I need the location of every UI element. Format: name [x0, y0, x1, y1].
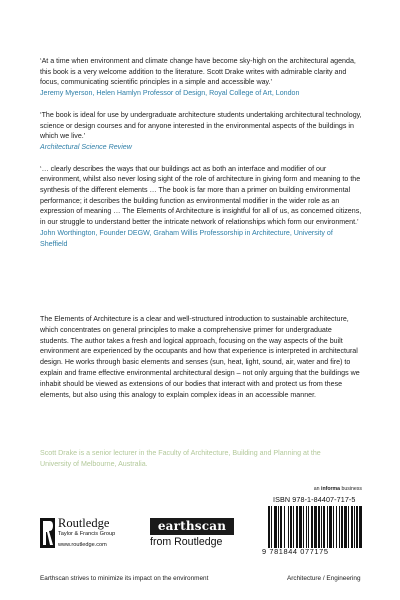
book-description: The Elements of Architecture is a clear and well-structured introduction to sustainable architecture, which concentrates on general principles to make a comprehensive primer for undergraduate students. The author takes a fresh and logical approach, focusing on the way aspects of the built environment are experienced by the occupants and how that experience is interpreted in architectural design. He works through basic elements and senses (sun, heat, light, sound, air, water and fire) to explain and frame effective environmental architectural design – not only arguing that the buildings we inhabit should be viewed as extensions of our bodies that interact with and protect us from these elements, but also using this analogy to explain complex ideas in an accessible manner. [40, 315, 360, 399]
quote-attribution: Architectural Science Review [40, 142, 132, 151]
endorsement-2 [40, 110, 362, 153]
quote-text: ‘At a time when environment and climate change have become sky-high on the architectural agenda, this book is a very welcome addition to the literature. Scott Drake writes with admirable clarity and focus, communicating scientific principles in a simple and accessible way.’ [40, 57, 356, 87]
informa-label: an informa business [313, 486, 362, 492]
subject-category: Architecture / Engineering [287, 575, 361, 582]
quote-attribution: John Worthington, Founder DEGW, Graham Willis Professorship in Architecture, University of Sheffield [40, 228, 333, 248]
isbn-text: ISBN 978-1-84407-717-5 [273, 495, 356, 504]
routledge-subtitle: Taylor & Francis Group [58, 531, 116, 537]
routledge-mark-icon [40, 518, 55, 548]
quote-text: ‘… clearly describes the ways that our buildings act as both an interface and modifier of our environment, whilst also never losing sight of the role of architecture in giving form and meaning to the synthesis of the different elements … The book is far more than a primer on building environmental performance; it describes the building function as environmental modifier in the wider role as an expression of meaning … The Elements of Architecture is insightful for all of us, as concerned citizens, in our struggle to understand better the intricate network of relationships which form our environment.’ [40, 164, 362, 227]
quote-text: ‘The book is ideal for use by undergraduate architecture students undertaking architectural technology, science or design courses and for anyone interested in the environmental aspects of the buildings in which we live.’ [40, 110, 362, 141]
barcode-number: 9 781844 077175 [262, 547, 329, 556]
endorsements [40, 56, 362, 260]
environment-statement: Earthscan strives to minimize its impact on the environment [40, 575, 209, 582]
endorsement-3 [40, 164, 362, 250]
isbn-barcode-block [262, 486, 380, 568]
barcode-icon [266, 506, 376, 548]
routledge-url: www.routledge.com [58, 542, 107, 548]
author-bio: Scott Drake is a senior lecturer in the Faculty of Architecture, Building and Planning at the University of Melbourne, Australia. [40, 449, 321, 468]
quote-attribution: Jeremy Myerson, Helen Hamlyn Professor of Design, Royal College of Art, London [40, 89, 300, 98]
earthscan-tagline: from Routledge [150, 536, 223, 548]
endorsement-1 [40, 56, 362, 99]
earthscan-logo [150, 518, 245, 558]
routledge-name: Routledge [58, 516, 110, 530]
routledge-logo [40, 518, 135, 568]
earthscan-wordmark: earthscan [150, 518, 234, 535]
